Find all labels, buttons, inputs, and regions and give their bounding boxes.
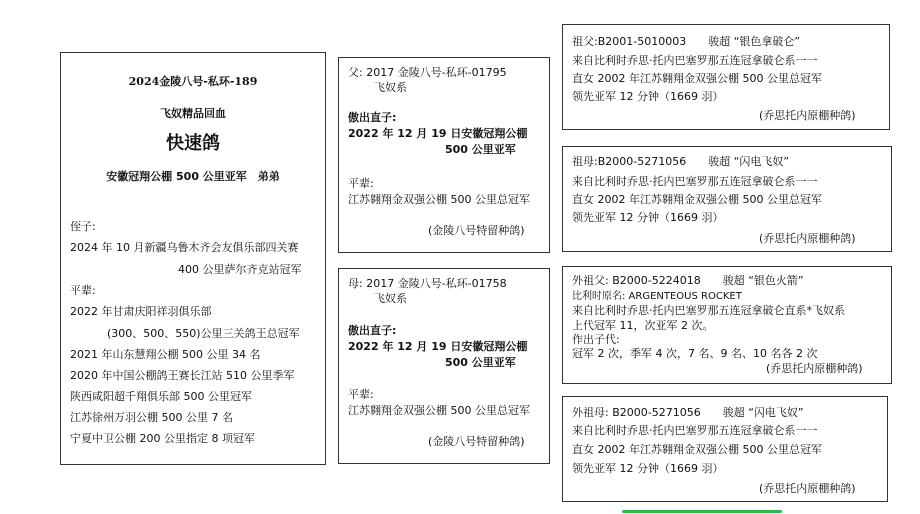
maternal-grandmother-source: (乔思托内原棚种鸽) bbox=[759, 482, 856, 495]
maternal-grandfather-source: (乔思托内原棚种鸽) bbox=[766, 362, 863, 375]
grandfather-line: 来自比利时乔思·托内巴塞罗那五连冠拿破仑系一一 bbox=[572, 54, 818, 67]
mother-offspring-1: 2022 年 12 月 19 日安徽冠翔公棚 bbox=[348, 340, 528, 353]
subject-bloodline: 飞奴精品回血 bbox=[160, 107, 226, 120]
subject-card bbox=[60, 52, 326, 465]
mother-ring: 母: 2017 金陵八号-私环-01758 bbox=[348, 277, 507, 290]
brother-line: 2020 年中国公棚鸽王赛长江站 510 公里季军 bbox=[70, 369, 295, 382]
father-offspring-label: 傲出直子: bbox=[348, 111, 397, 124]
mother-offspring-label: 傲出直子: bbox=[348, 324, 397, 337]
subject-ring: 2024金陵八号-私环-189 bbox=[128, 75, 258, 88]
maternal-grandmother-card bbox=[562, 396, 888, 502]
maternal-grandmother-title: 外祖母: B2000-5271056 骏超 “闪电飞奴” bbox=[572, 406, 804, 419]
nephew-line: 400 公里萨尔齐克站冠军 bbox=[178, 263, 302, 276]
subject-sibling-note: 安徽冠翔公棚 500 公里亚军 弟弟 bbox=[106, 170, 280, 183]
grandfather-title: 祖父:B2001-5010003 骏超 “银色拿破仑” bbox=[572, 35, 801, 48]
mother-offspring-2: 500 公里亚军 bbox=[445, 356, 516, 369]
grandmother-line: 直女 2002 年江苏翱翔金双强公棚 500 公里总冠军 bbox=[572, 193, 822, 206]
maternal-grandfather-line: 比利时原名: ARGENTEOUS ROCKET bbox=[572, 291, 742, 302]
mother-card bbox=[338, 268, 550, 464]
grandmother-title: 祖母:B2000-5271056 骏超 “闪电飞奴” bbox=[572, 155, 790, 168]
mother-line: 飞奴系 bbox=[374, 292, 407, 305]
maternal-grandmother-line: 领先亚军 12 分钟（1669 羽） bbox=[572, 462, 724, 475]
mother-brother-label: 平辈: bbox=[348, 388, 374, 401]
grandfather-line: 领先亚军 12 分钟（1669 羽） bbox=[572, 90, 724, 103]
maternal-grandfather-card bbox=[562, 266, 892, 384]
grandmother-source: (乔思托内原棚种鸽) bbox=[759, 232, 856, 245]
father-brother-text: 江苏翱翔金双强公棚 500 公里总冠军 bbox=[348, 193, 530, 206]
maternal-grandfather-line: 作出子代: bbox=[572, 333, 620, 346]
maternal-grandfather-line: 冠军 2 次，季军 4 次，7 名、9 名、10 名各 2 次 bbox=[572, 347, 818, 360]
father-line: 飞奴系 bbox=[374, 81, 407, 94]
grandfather-source: (乔思托内原棚种鸽) bbox=[759, 109, 856, 122]
brother-line: 2022 年甘肃庆阳祥羽俱乐部 bbox=[70, 305, 212, 318]
brother-line: (300、500、550)公里三关鸽王总冠军 bbox=[107, 327, 300, 340]
maternal-grandfather-line: 来自比利时乔思·托内巴塞罗那五连冠拿破仑直系*飞奴系 bbox=[572, 304, 845, 317]
father-ring: 父: 2017 金陵八号-私环-01795 bbox=[348, 66, 507, 79]
maternal-grandmother-line: 来自比利时乔思·托内巴塞罗那五连冠拿破仑系一一 bbox=[572, 424, 818, 437]
grandfather-card bbox=[562, 24, 890, 130]
brother-line: 宁夏中卫公棚 200 公里指定 8 项冠军 bbox=[70, 432, 255, 445]
father-brother-label: 平辈: bbox=[348, 177, 374, 190]
nephew-label: 侄子: bbox=[70, 220, 96, 233]
maternal-grandfather-title: 外祖父: B2000-5224018 骏超 “银色火箭” bbox=[572, 274, 804, 287]
decorative-stroke bbox=[622, 510, 782, 513]
nephew-line: 2024 年 10 月新疆乌鲁木齐会友俱乐部四关赛 bbox=[70, 241, 299, 254]
grandfather-line: 直女 2002 年江苏翱翔金双强公棚 500 公里总冠军 bbox=[572, 72, 822, 85]
father-card bbox=[338, 57, 550, 253]
father-source: (金陵八号特留种鸽) bbox=[428, 224, 525, 237]
grandmother-card bbox=[562, 146, 892, 252]
grandmother-line: 领先亚军 12 分钟（1669 羽） bbox=[572, 211, 724, 224]
brother-label: 平辈: bbox=[70, 284, 96, 297]
mother-source: (金陵八号特留种鸽) bbox=[428, 435, 525, 448]
father-offspring-2: 500 公里亚军 bbox=[445, 143, 516, 156]
grandmother-line: 来自比利时乔思·托内巴塞罗那五连冠拿破仑系一一 bbox=[572, 175, 818, 188]
father-offspring-1: 2022 年 12 月 19 日安徽冠翔公棚 bbox=[348, 127, 528, 140]
brother-line: 江苏徐州万羽公棚 500 公里 7 名 bbox=[70, 411, 233, 424]
brother-line: 陕西咸阳超千翔俱乐部 500 公里冠军 bbox=[70, 390, 252, 403]
maternal-grandmother-line: 直女 2002 年江苏翱翔金双强公棚 500 公里总冠军 bbox=[572, 443, 822, 456]
subject-type: 快速鸽 bbox=[166, 133, 220, 154]
maternal-grandfather-line: 上代冠军 11，次亚军 2 次。 bbox=[572, 319, 714, 332]
mother-brother-text: 江苏翱翔金双强公棚 500 公里总冠军 bbox=[348, 404, 530, 417]
brother-line: 2021 年山东慧翔公棚 500 公里 34 名 bbox=[70, 348, 261, 361]
